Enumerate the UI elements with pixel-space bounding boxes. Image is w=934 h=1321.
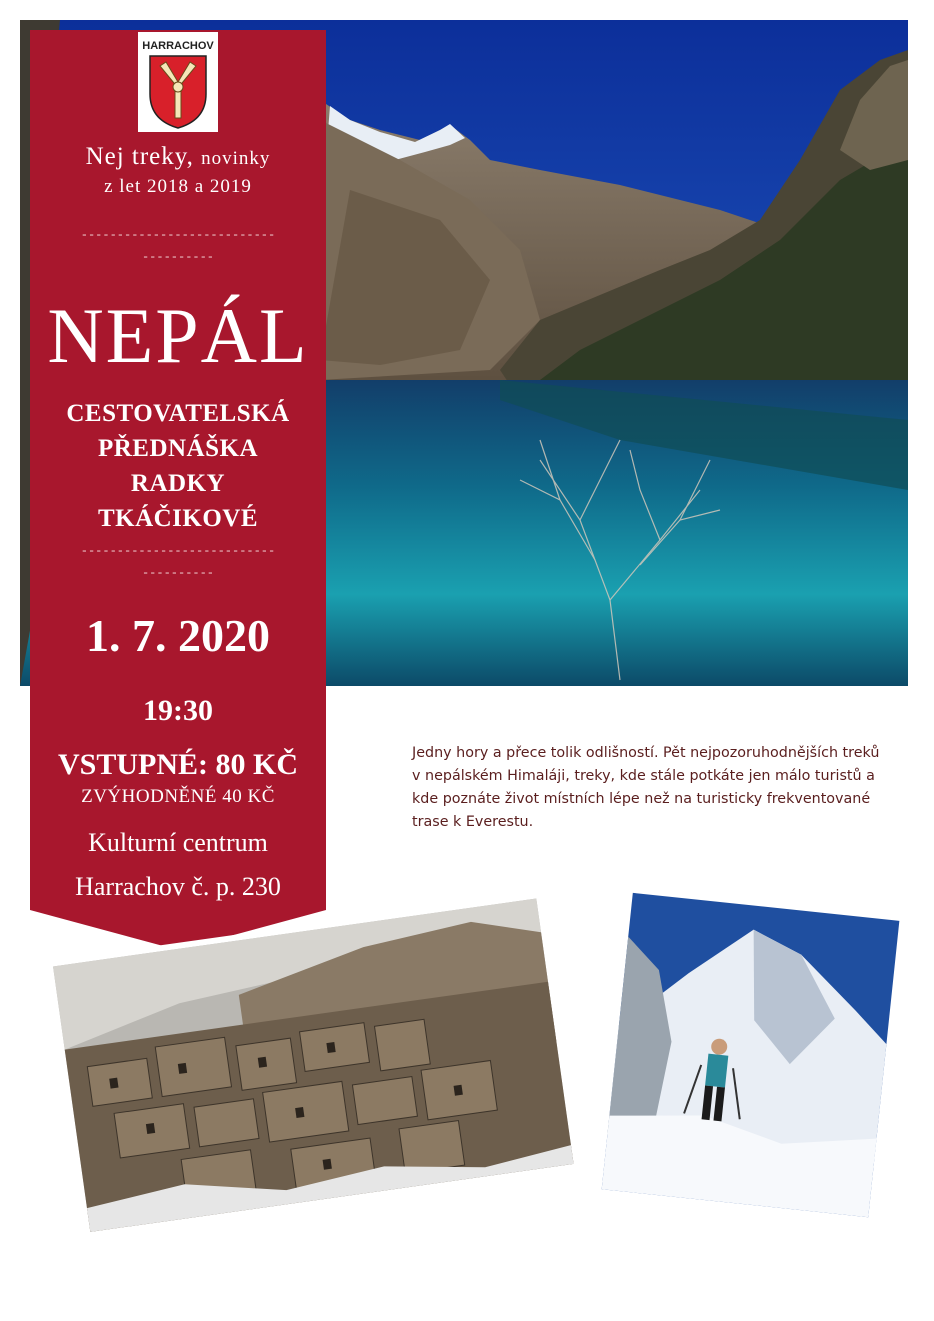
divider-top-line-2: ----------: [141, 250, 214, 264]
subtitle-line-1: [30, 142, 326, 174]
page-title: NEPÁL: [47, 292, 309, 379]
speaker-block: [30, 396, 326, 536]
discount-price: ZVÝHODNĚNÉ 40 KČ: [81, 786, 275, 807]
divider-bottom-line-1: ---------------------------: [80, 544, 276, 558]
speaker-line-1: CESTOVATELSKÁ: [66, 400, 290, 427]
event-time: 19:30: [143, 694, 213, 727]
harrachov-crest-logo: [138, 32, 218, 132]
venue-line-2: Harrachov č. p. 230: [75, 872, 281, 901]
venue-line-1: Kulturní centrum: [88, 828, 268, 857]
crest-label: HARRACHOV: [142, 40, 214, 52]
climber-photo: [590, 890, 910, 1230]
event-description: Jedny hory a přece tolik odlišností. Pět nejpozoruhodnějších treků v nepálském Himaláji, treky, kde stále potkáte jen málo turistů a kde poznáte život místních lépe než na turisticky frekventované trase k Everestu.: [412, 745, 880, 830]
speaker-line-2: PŘEDNÁŠKA: [97, 435, 259, 462]
village-photo: [50, 885, 580, 1255]
entry-price: VSTUPNÉ: 80 KČ: [57, 748, 298, 781]
divider-top: [50, 224, 306, 268]
speaker-line-3: RADKY: [130, 470, 226, 497]
subtitle-line-2: z let 2018 a 2019: [104, 176, 252, 197]
event-date: 1. 7. 2020: [86, 610, 270, 661]
divider-top-line-1: ---------------------------: [80, 228, 276, 242]
divider-bottom: [50, 540, 306, 584]
event-banner: [30, 30, 326, 950]
subtitle-main: Nej treky,: [85, 143, 194, 170]
subtitle-small: novinky: [201, 148, 271, 169]
speaker-line-4: TKÁČIKOVÉ: [97, 505, 259, 532]
divider-bottom-line-2: ----------: [141, 566, 214, 580]
